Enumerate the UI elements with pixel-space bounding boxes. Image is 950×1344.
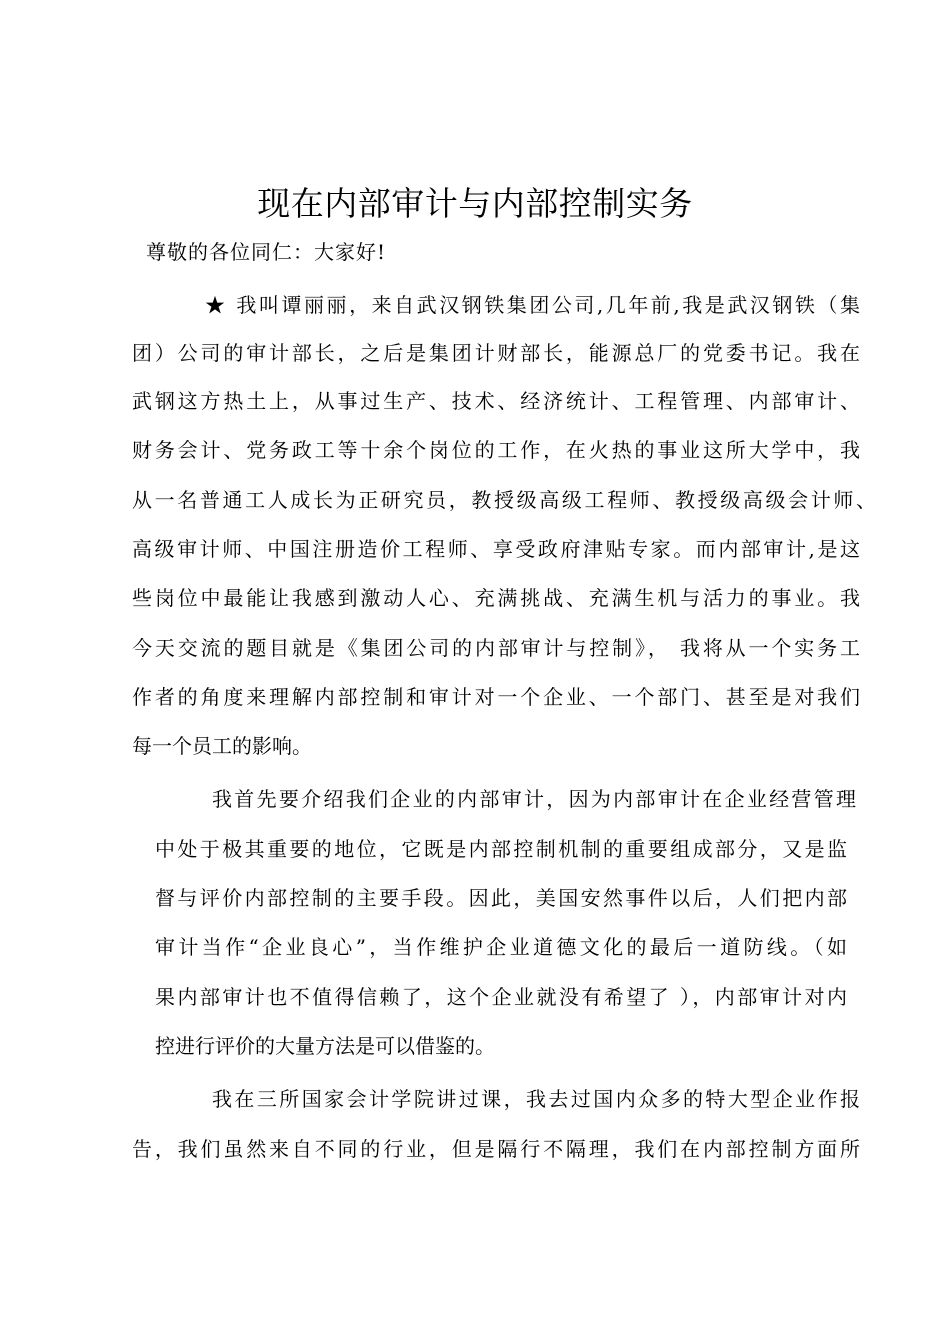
- paragraph-line: 些岗位中最能让我感到激动人心、充满挑战、充满生机与活力的事业。我: [132, 586, 860, 610]
- document-title: 现在内部审计与内部控制实务: [257, 184, 693, 223]
- paragraph-line: 武钢这方热土上，从事过生产、技术、经济统计、工程管理、内部审计、: [132, 389, 860, 413]
- paragraph-line: 审计当作“企业良心”，当作维护企业道德文化的最后一道防线。（如: [155, 935, 847, 959]
- paragraph-line: 财务会计、党务政工等十余个岗位的工作，在火热的事业这所大学中，我: [132, 438, 860, 462]
- paragraph-line: 督与评价内部控制的主要手段。因此，美国安然事件以后，人们把内部: [155, 886, 847, 910]
- paragraph-line: ★ 我叫谭丽丽，来自武汉钢铁集团公司,几年前,我是武汉钢铁（集: [205, 293, 860, 317]
- paragraph-line: 高级审计师、中国注册造价工程师、享受政府津贴专家。而内部审计,是这: [132, 537, 860, 561]
- paragraph-line: 中处于极其重要的地位，它既是内部控制机制的重要组成部分，又是监: [155, 837, 847, 861]
- greeting-line: 尊敬的各位同仁：大家好!: [146, 240, 387, 264]
- paragraph-line: 果内部审计也不值得信赖了，这个企业就没有希望了 ），内部审计对内: [155, 985, 847, 1009]
- paragraph-line: 控进行评价的大量方法是可以借鉴的。: [155, 1034, 495, 1058]
- paragraph-line: 告，我们虽然来自不同的行业，但是隔行不隔理，我们在内部控制方面所: [132, 1137, 860, 1161]
- paragraph-line: 团）公司的审计部长，之后是集团计财部长，能源总厂的党委书记。我在: [132, 341, 860, 365]
- paragraph-line: 每一个员工的影响。: [132, 734, 312, 758]
- paragraph-line: 我首先要介绍我们企业的内部审计，因为内部审计在企业经营管理: [212, 787, 856, 811]
- paragraph-line: 我在三所国家会计学院讲过课，我去过国内众多的特大型企业作报: [212, 1087, 860, 1111]
- paragraph-line: 作者的角度来理解内部控制和审计对一个企业、一个部门、甚至是对我们: [132, 685, 860, 709]
- paragraph-line: 今天交流的题目就是《集团公司的内部审计与控制》， 我将从一个实务工: [132, 636, 860, 660]
- paragraph-line: 从一名普通工人成长为正研究员，教授级高级工程师、教授级高级会计师、: [132, 488, 876, 512]
